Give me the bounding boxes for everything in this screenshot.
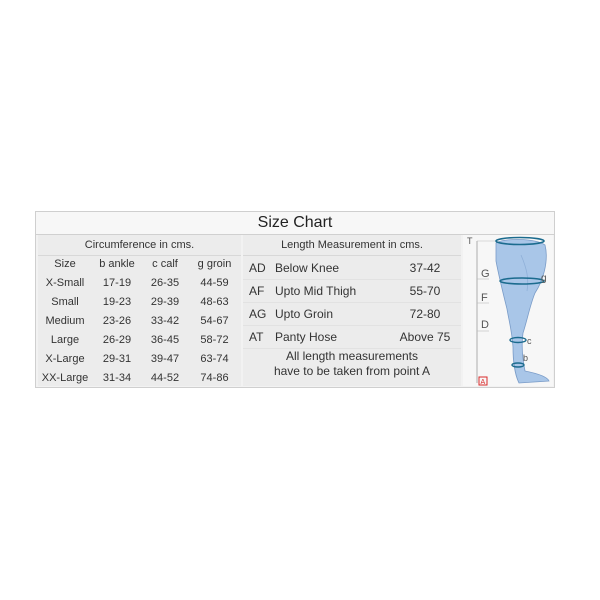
calf-cell: 39-47 [150,353,180,365]
ankle-cell: 23-26 [102,315,132,327]
label-b: b [523,353,529,363]
circumference-table [38,255,241,388]
length-code: AF [249,284,265,298]
size-cell: X-Small [45,277,85,289]
groin-cell: 58-72 [200,334,229,346]
length-label: Below Knee [275,261,340,275]
label-a: A [480,379,486,386]
groin-cell: 63-74 [200,353,229,365]
calf-cell: 44-52 [150,372,180,384]
groin-cell: 54-67 [200,315,229,327]
size-cell: Large [50,334,80,346]
label-f: F [481,292,488,304]
calf-cell: 36-45 [150,334,180,346]
leg-diagram [463,235,553,386]
column-header: Size [54,258,76,270]
circumference-heading: Circumference in cms. [38,235,241,256]
length-value: 55-70 [409,284,441,298]
groin-cell: 74-86 [200,372,229,384]
ankle-cell: 17-19 [102,277,132,289]
length-label: Panty Hose [275,330,338,344]
table-row [38,350,241,369]
length-label: Upto Mid Thigh [275,284,357,298]
table-row [243,303,461,326]
length-value: Above 75 [399,330,451,344]
calf-cell: 26-35 [150,277,180,289]
table-row [243,257,461,280]
label-g-upper: G [481,268,490,280]
label-g-lower: g [541,273,547,284]
column-header: b ankle [99,258,135,270]
groin-cell: 48-63 [200,296,229,308]
table-row [38,293,241,312]
table-row [38,331,241,350]
circumference-panel [38,235,241,386]
table-row [38,312,241,331]
length-value: 72-80 [409,307,441,321]
groin-cell: 44-59 [200,277,229,289]
size-cell: XX-Large [41,372,89,384]
note-line: have to be taken from point A [273,364,431,378]
length-value: 37-42 [409,261,441,275]
table-row [243,326,461,349]
table-row [38,369,241,388]
size-cell: Small [51,296,79,308]
circumference-header-row [38,255,241,274]
ankle-cell: 26-29 [102,334,132,346]
size-cell: X-Large [45,353,85,365]
length-panel [243,235,461,386]
label-t: T [467,236,473,246]
length-code: AT [249,330,264,344]
length-heading: Length Measurement in cms. [243,235,461,256]
size-cell: Medium [45,315,85,327]
table-row [38,274,241,293]
ankle-cell: 31-34 [102,372,132,384]
column-header: c calf [152,258,178,270]
note-line: All length measurements [285,349,419,363]
label-c: c [527,336,532,346]
calf-cell: 29-39 [150,296,180,308]
length-label: Upto Groin [275,307,334,321]
label-d: D [481,319,489,331]
length-code: AD [249,261,266,275]
table-row [243,280,461,303]
leg-diagram-panel [463,235,553,386]
size-chart [35,211,555,388]
chart-title: Size Chart [36,212,554,235]
ankle-cell: 19-23 [102,296,132,308]
length-table [243,257,461,349]
length-note [243,349,461,379]
column-header: g groin [197,258,232,270]
calf-cell: 33-42 [150,315,180,327]
length-code: AG [249,307,267,321]
ankle-cell: 29-31 [102,353,132,365]
